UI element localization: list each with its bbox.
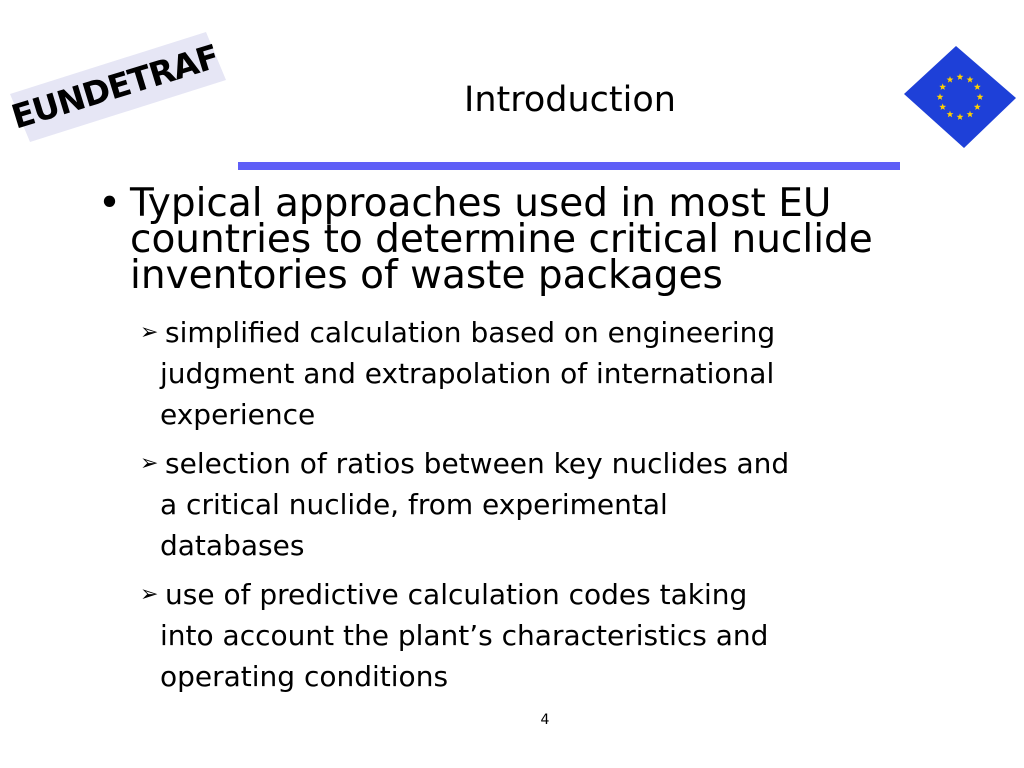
sub-bullet-text — [160, 443, 950, 566]
sub-bullet-line: judgment and extrapolation of international — [160, 357, 775, 390]
sub-bullet-line: experience — [160, 398, 316, 431]
arrow-bullet-icon: ➢ — [140, 320, 159, 345]
arrow-bullet-icon: ➢ — [140, 451, 159, 476]
sub-bullet-line: simplified calculation based on engineering — [165, 316, 776, 349]
sub-bullet-text — [160, 574, 950, 697]
slide-title: Introduction — [464, 80, 676, 120]
sub-bullet-line: databases — [160, 529, 305, 562]
sub-bullet-text — [160, 312, 950, 435]
main-bullet-line: countries to determine critical nuclide — [130, 217, 873, 262]
sub-bullet-line: use of predictive calculation codes taking — [165, 578, 748, 611]
sub-bullet-line: into account the plant’s characteristics and — [160, 619, 769, 652]
arrow-bullet-icon: ➢ — [140, 582, 159, 607]
eundetraf-logo-text: EUNDETRAF — [10, 36, 223, 137]
main-bullet-line: inventories of waste packages — [130, 253, 723, 298]
eu-flag-icon — [900, 44, 1020, 152]
eundetraf-logo — [10, 32, 230, 144]
title-underline — [238, 162, 900, 170]
bullet-dot-icon: • — [98, 181, 122, 226]
sub-bullet-line: a critical nuclide, from experimental — [160, 488, 668, 521]
main-bullet-line: Typical approaches used in most EU — [130, 181, 832, 226]
sub-bullet-line: operating conditions — [160, 660, 449, 693]
sub-bullet-line: selection of ratios between key nuclides and — [165, 447, 790, 480]
main-bullet-text — [130, 181, 980, 298]
page-number: 4 — [540, 712, 550, 728]
